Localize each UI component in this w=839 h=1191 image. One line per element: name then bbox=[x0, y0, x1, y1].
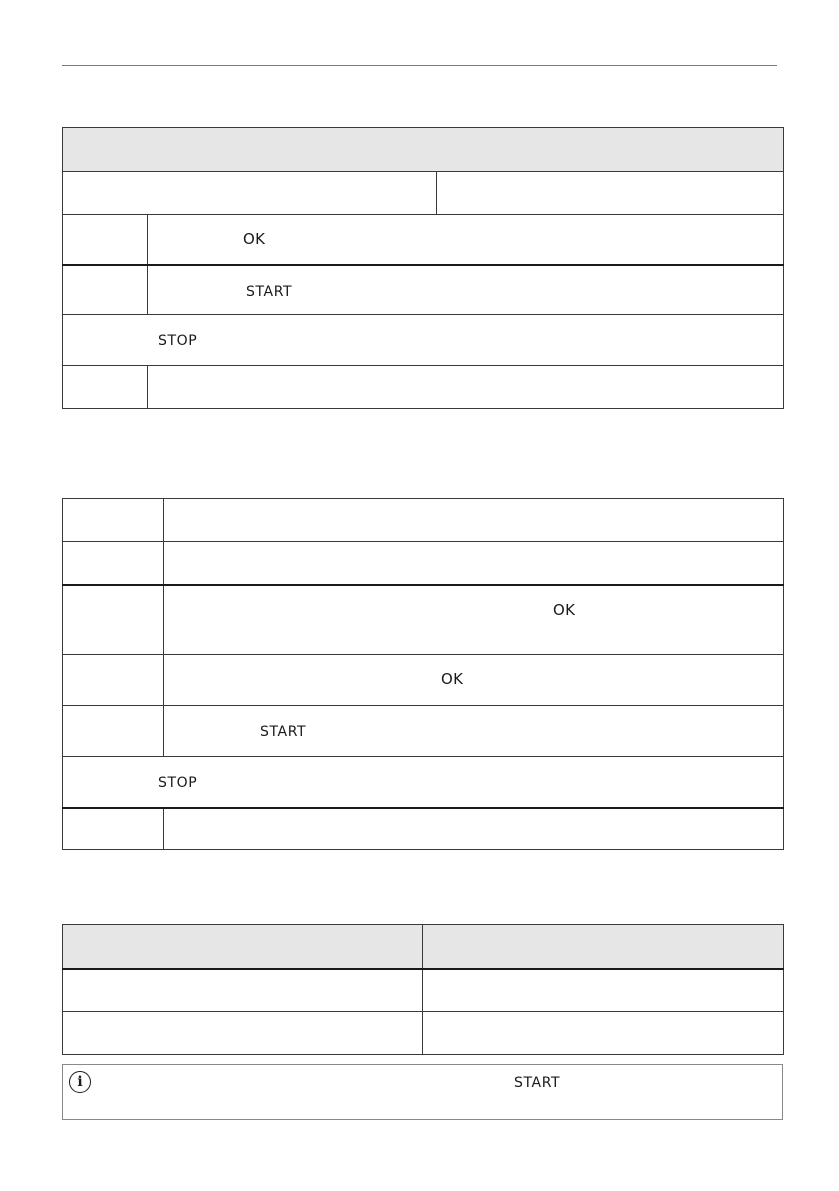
table-2-step-number bbox=[63, 808, 164, 850]
ok-key-label: OK bbox=[441, 670, 464, 688]
table-1-step-cell bbox=[148, 366, 784, 409]
ok-key-label: OK bbox=[553, 600, 576, 619]
header-rule bbox=[62, 65, 777, 66]
table-1-step-number bbox=[63, 265, 148, 315]
table-3-cell bbox=[423, 969, 784, 1012]
table-2-step-cell bbox=[164, 585, 784, 655]
table-2-step-cell bbox=[164, 542, 784, 585]
table-2-stop-row bbox=[63, 757, 784, 808]
table-2 bbox=[62, 498, 784, 850]
table-2-step-number bbox=[63, 655, 164, 706]
start-key-label: START bbox=[260, 724, 307, 740]
table-3-cell bbox=[63, 1012, 423, 1055]
table-1 bbox=[62, 127, 784, 409]
table-2-step-number bbox=[63, 706, 164, 757]
table-3-cell bbox=[63, 969, 423, 1012]
table-1-stop-row bbox=[63, 315, 784, 366]
info-icon: i bbox=[69, 1071, 91, 1093]
table-1-step-cell bbox=[148, 215, 784, 265]
stop-key-label: STOP bbox=[158, 775, 198, 791]
info-note bbox=[62, 1064, 783, 1120]
table-3-cell bbox=[423, 1012, 784, 1055]
stop-key-label: STOP bbox=[158, 333, 198, 349]
table-1-subheader-left bbox=[63, 172, 437, 215]
table-2-step-cell bbox=[164, 499, 784, 542]
table-1-step-number bbox=[63, 215, 148, 265]
table-2-step-cell bbox=[164, 706, 784, 757]
table-1-step-cell bbox=[148, 265, 784, 315]
start-key-label: START bbox=[514, 1075, 561, 1091]
table-2-step-cell bbox=[164, 808, 784, 850]
table-1-subheader-right bbox=[437, 172, 784, 215]
table-2-step-cell bbox=[164, 655, 784, 706]
table-3 bbox=[62, 924, 784, 1055]
table-1-step-number bbox=[63, 366, 148, 409]
table-2-step-number bbox=[63, 585, 164, 655]
start-key-label: START bbox=[246, 283, 293, 300]
table-2-step-number bbox=[63, 542, 164, 585]
table-3-header-left bbox=[63, 925, 423, 969]
table-3-header-right bbox=[423, 925, 784, 969]
ok-key-label: OK bbox=[243, 230, 266, 248]
table-2-step-number bbox=[63, 499, 164, 542]
table-1-header bbox=[63, 128, 784, 172]
